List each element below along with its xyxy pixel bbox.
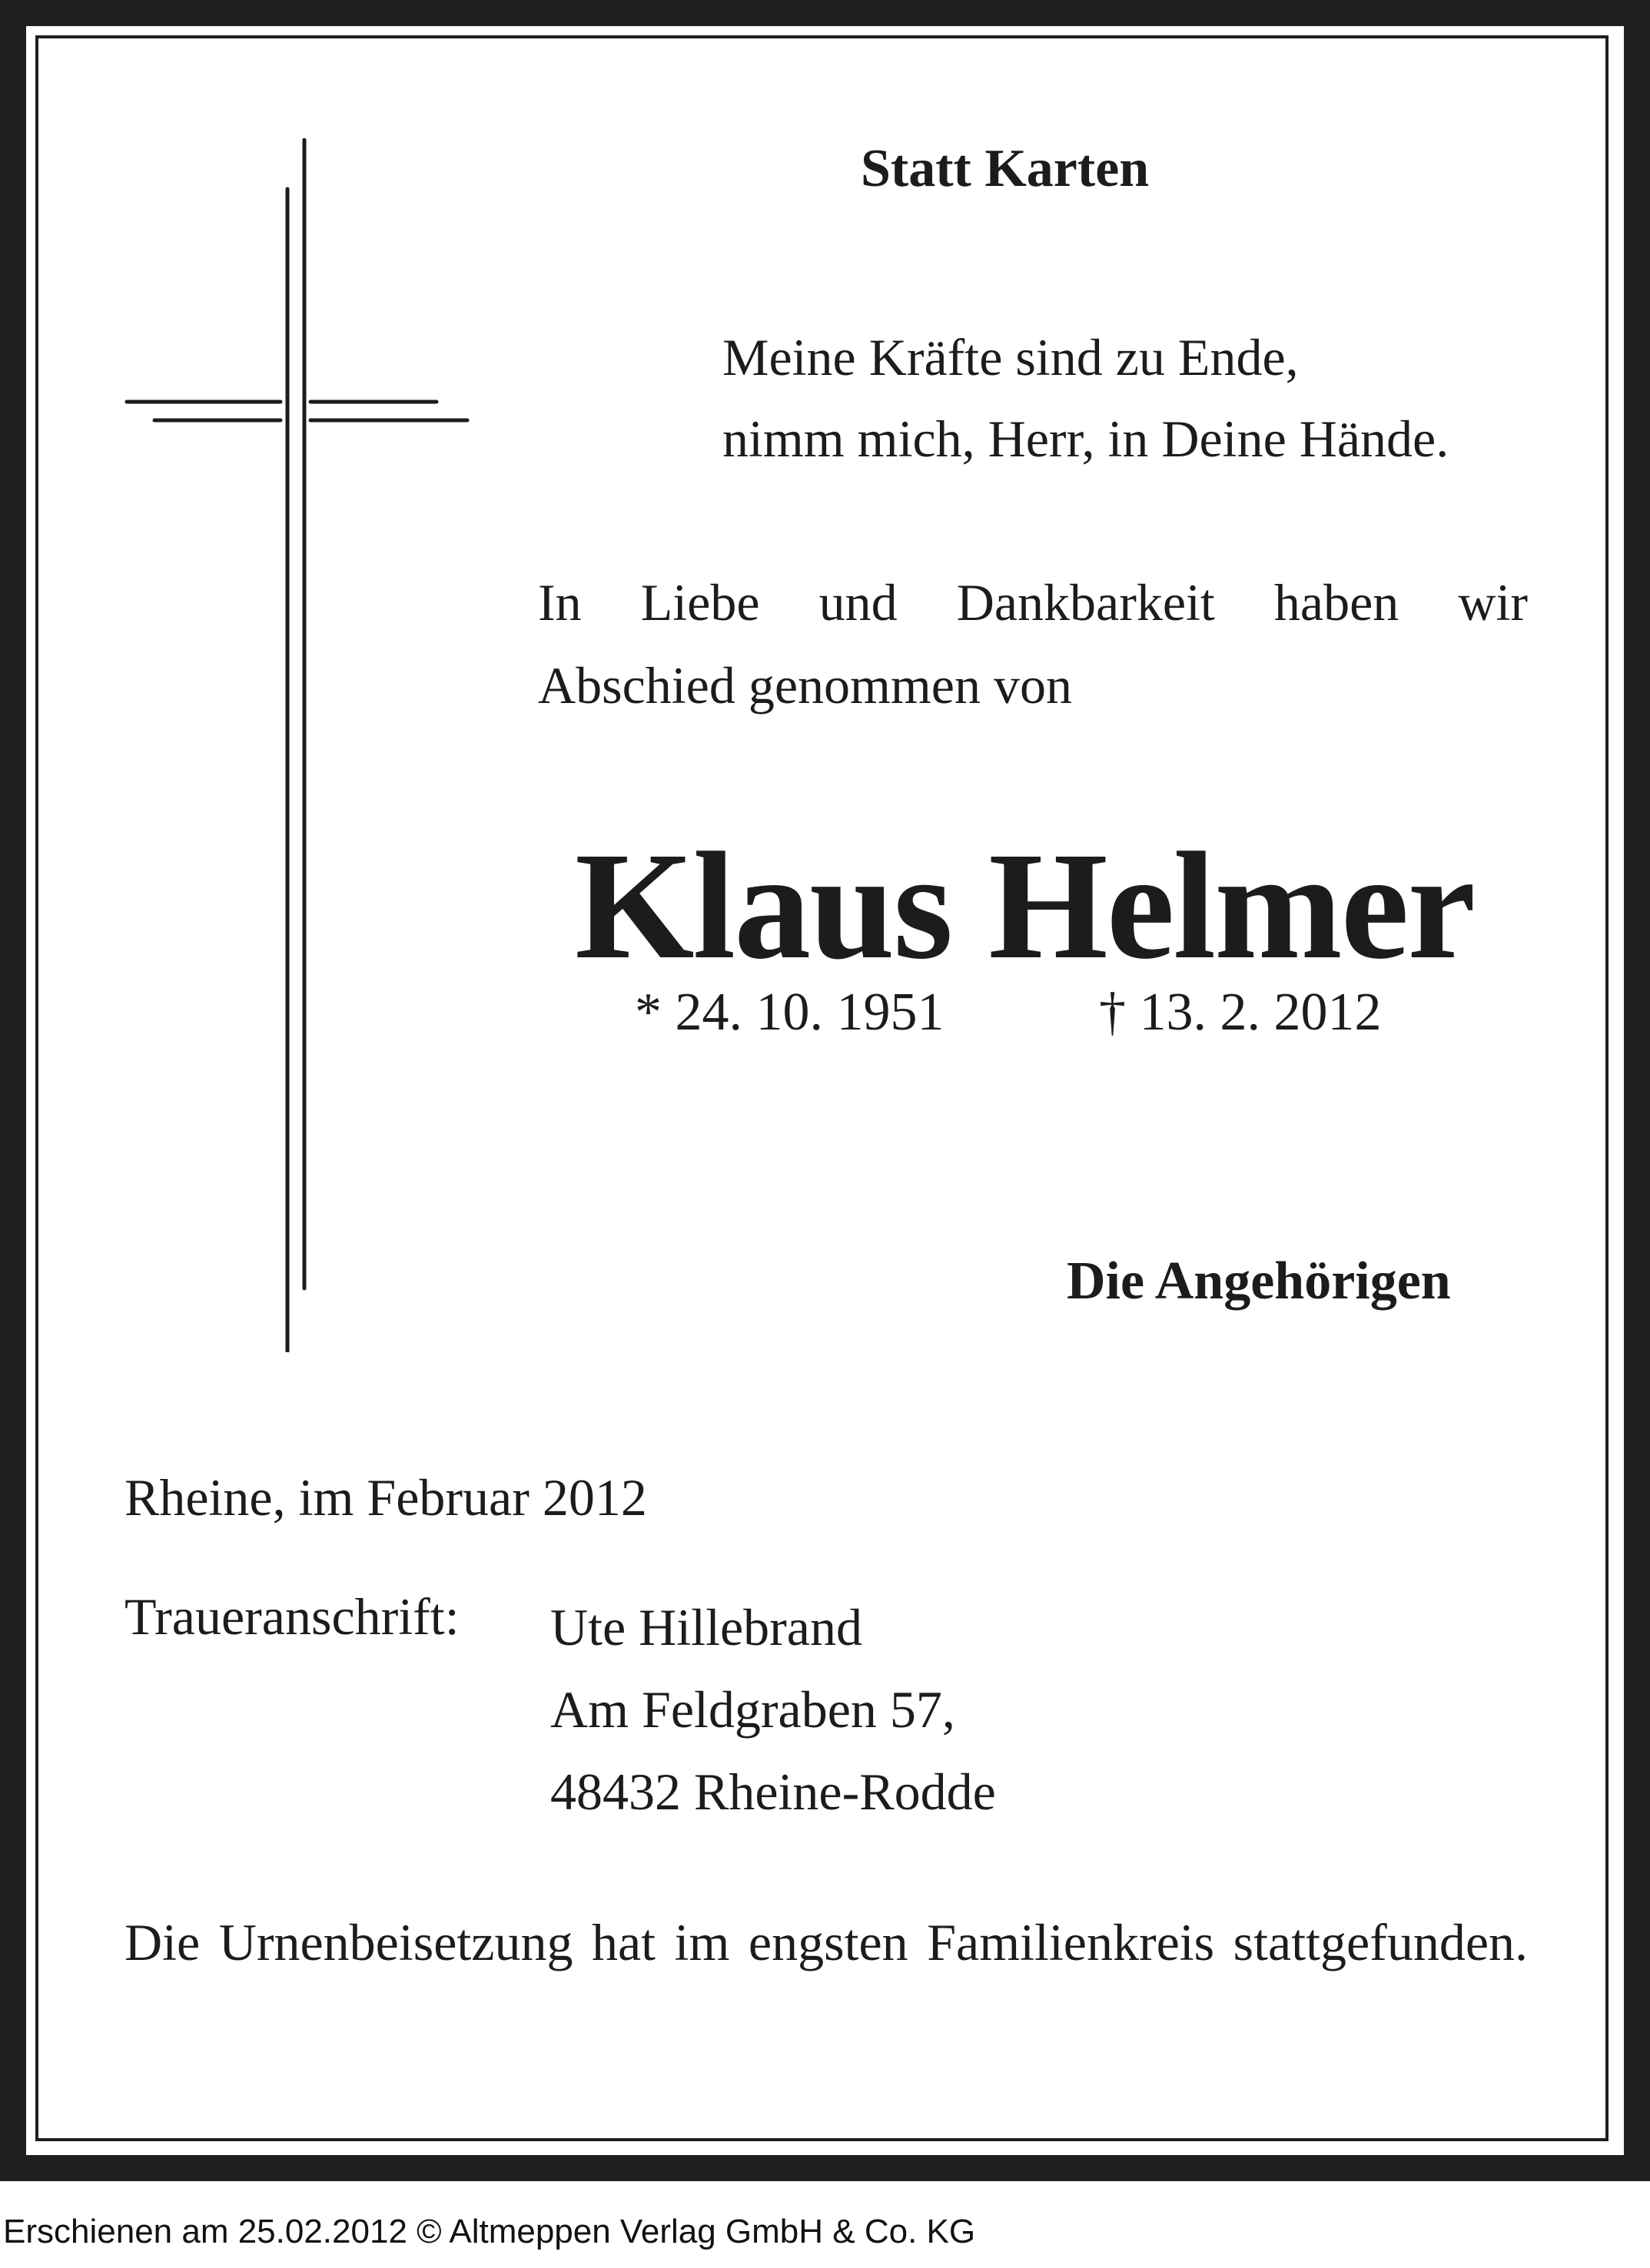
closing-note: Die Urnenbeisetzung hat im engsten Familienkreis stattgefunden. — [124, 1913, 1528, 1971]
motto-verse — [722, 317, 1449, 479]
intro-text — [538, 561, 1528, 727]
birth-date: * 24. 10. 1951 — [635, 983, 945, 1042]
death-date: † 13. 2. 2012 — [1099, 983, 1382, 1042]
intro-line: In Liebe und Dankbarkeit haben wir — [538, 573, 1528, 632]
cross-icon — [123, 138, 476, 1352]
address-line: Am Feldgraben 57, — [550, 1680, 955, 1739]
motto-line: nimm mich, Herr, in Deine Hände. — [722, 410, 1449, 468]
address-line: Ute Hillebrand — [550, 1598, 862, 1656]
address-line: 48432 Rheine-Rodde — [550, 1762, 996, 1821]
signature-relatives: Die Angehörigen — [1067, 1252, 1451, 1311]
heading-statt-karten: Statt Karten — [861, 139, 1150, 198]
place-date: Rheine, im Februar 2012 — [124, 1468, 647, 1527]
publication-footer: Erschienen am 25.02.2012 © Altmeppen Verlag GmbH & Co. KG — [3, 2213, 976, 2250]
intro-line: Abschied genommen von — [538, 656, 1072, 715]
deceased-name: Klaus Helmer — [575, 821, 1475, 991]
motto-line: Meine Kräfte sind zu Ende, — [722, 328, 1299, 386]
mourning-address-label: Traueranschrift: — [124, 1587, 460, 1646]
mourning-address — [550, 1587, 996, 1833]
